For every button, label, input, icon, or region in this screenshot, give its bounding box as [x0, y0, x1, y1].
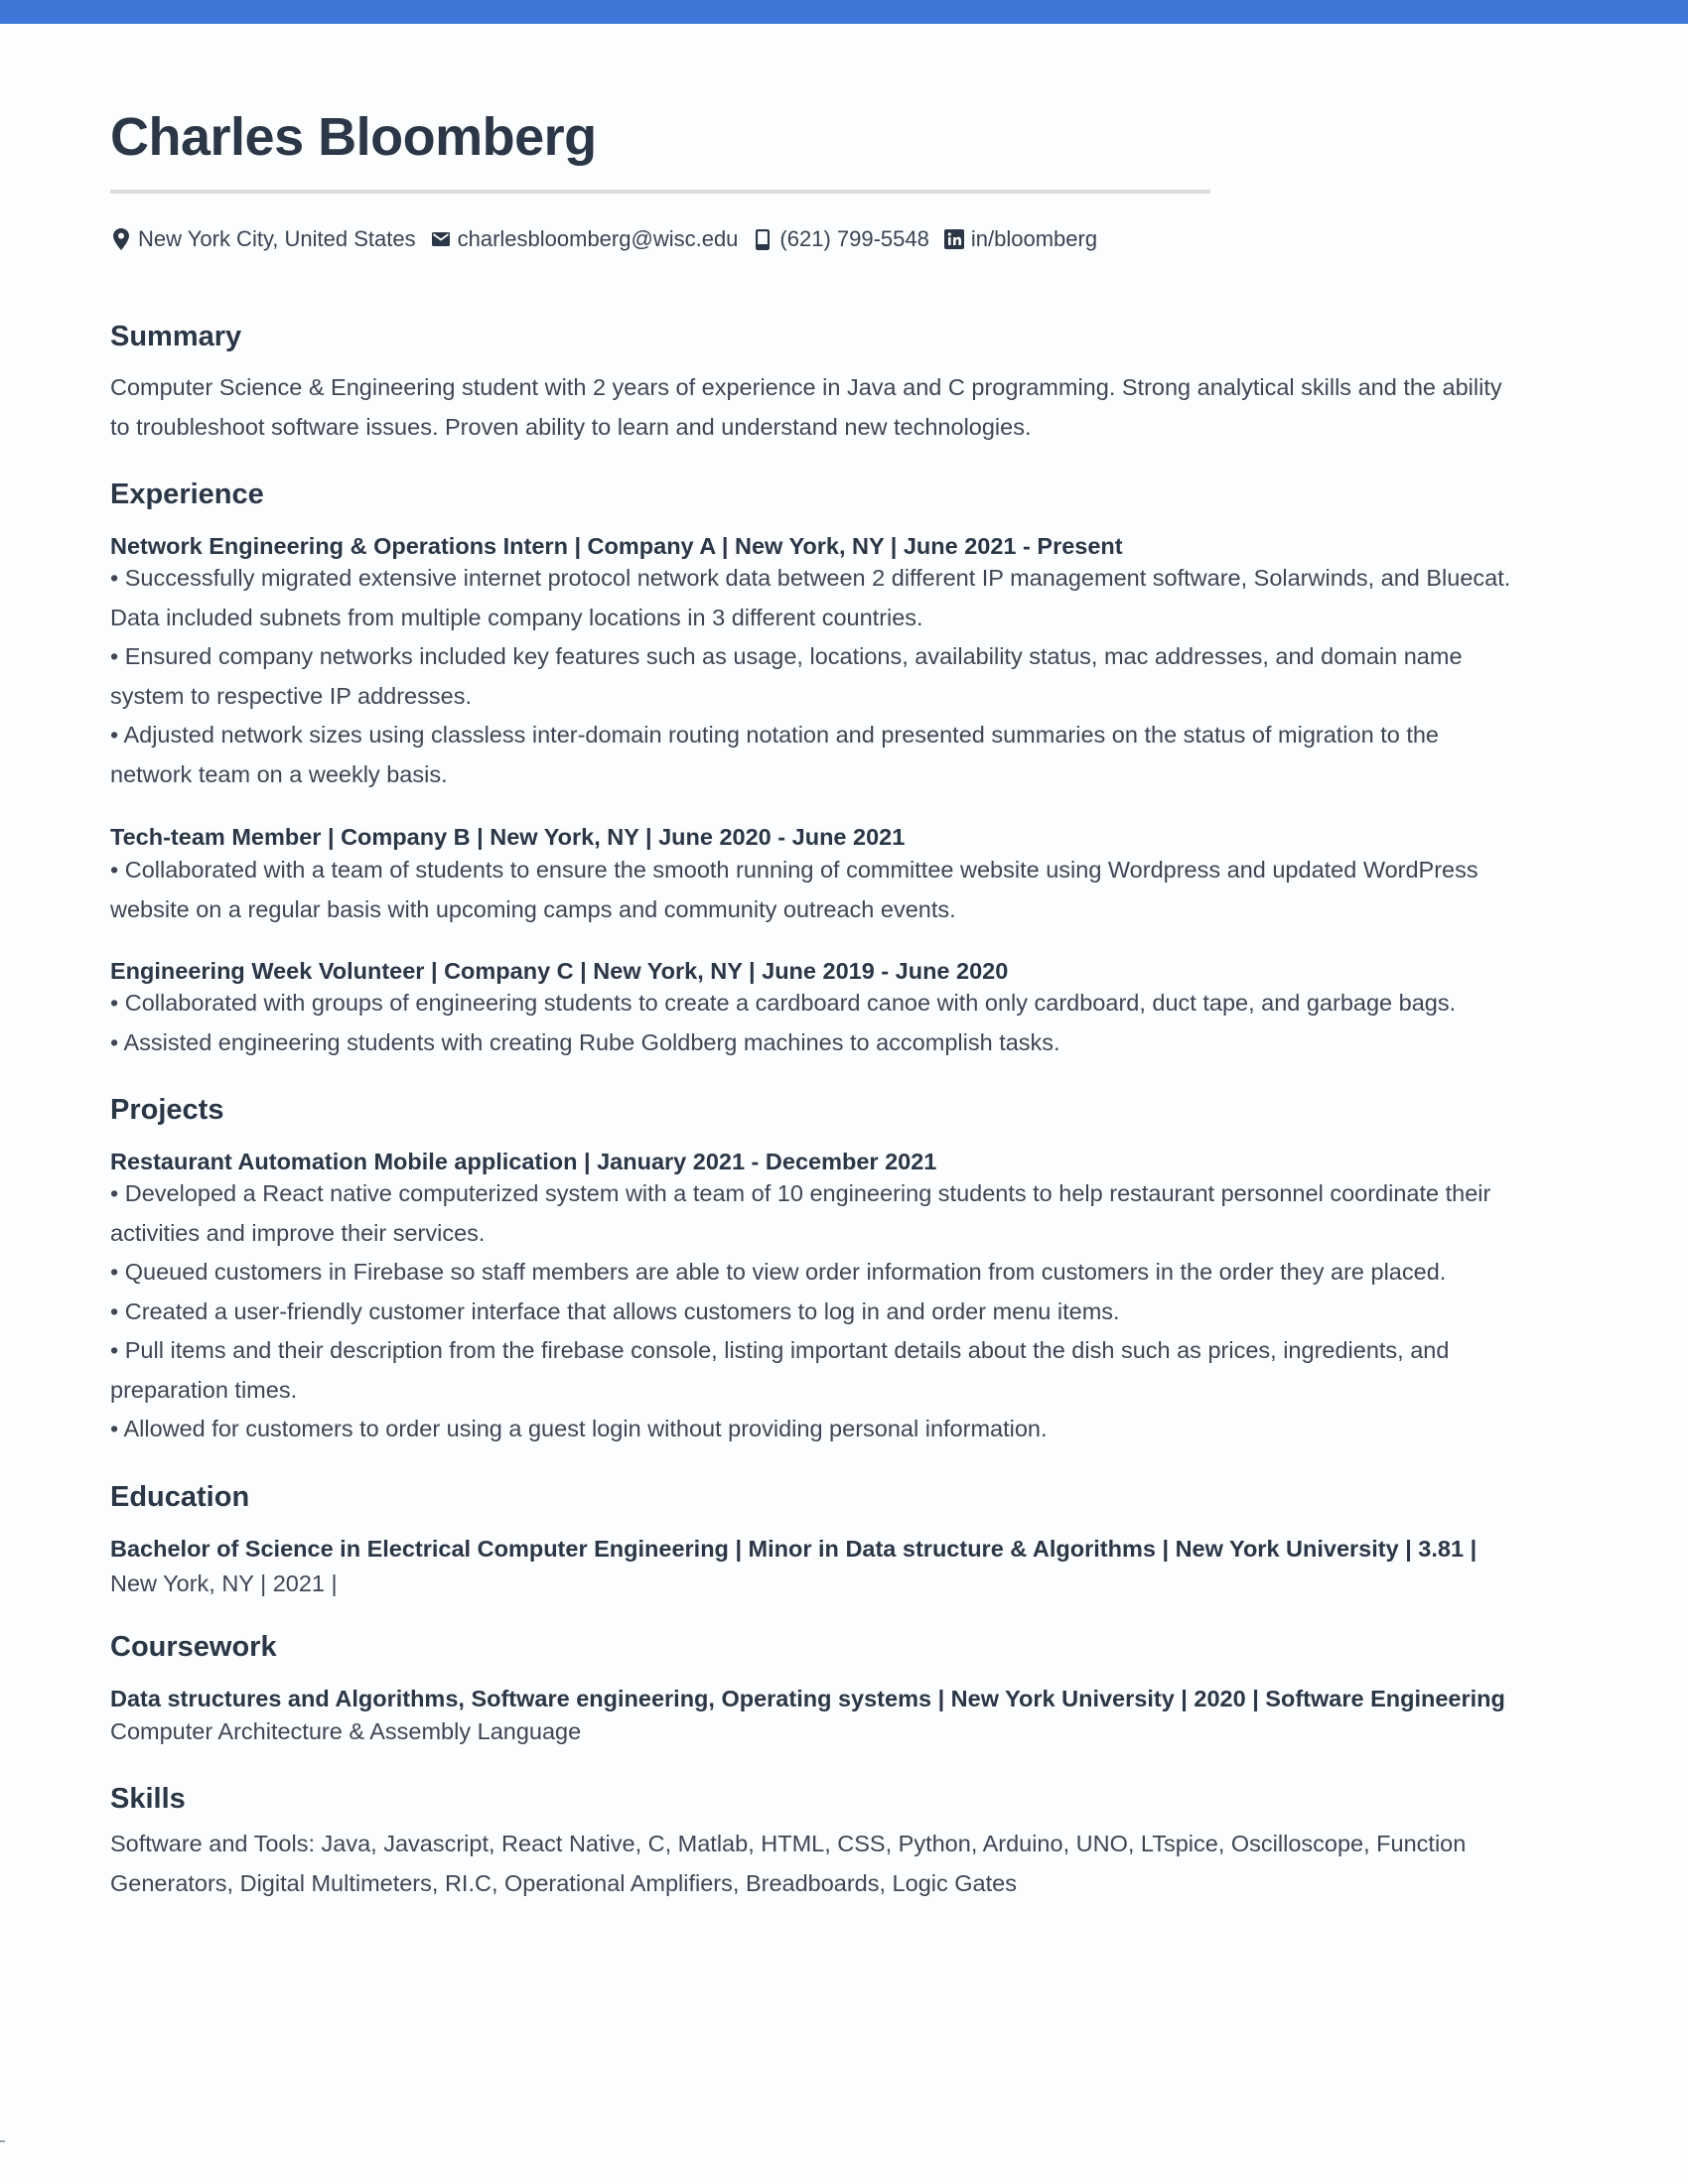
linkedin-icon: [943, 227, 965, 251]
envelope-icon: [430, 227, 452, 251]
bullet-line: • Allowed for customers to order using a guest login without providing personal information.: [110, 1416, 1048, 1441]
section-title-projects: Projects: [110, 1094, 224, 1126]
bullet-line: network team on a weekly basis.: [110, 760, 448, 787]
map-pin-icon: [110, 227, 132, 251]
page-edge-mark: [0, 2140, 5, 2142]
section-title-coursework: Coursework: [110, 1631, 277, 1663]
summary-line: to troubleshoot software issues. Proven ability to learn and understand new technologies.: [110, 413, 1032, 440]
candidate-name: Charles Bloomberg: [110, 107, 597, 167]
coursework-heading: Data structures and Algorithms, Software engineering, Operating systems | New York University | 2020 | Software Engineering: [110, 1686, 1505, 1711]
bullet-line: Data included subnets from multiple company locations in 3 different countries.: [110, 604, 923, 630]
bullet-line: preparation times.: [110, 1376, 298, 1403]
header-divider: [110, 190, 1210, 194]
phone-icon: [752, 227, 774, 251]
section-title-education: Education: [110, 1481, 250, 1513]
skills-text: [110, 1825, 1600, 1903]
contact-linkedin[interactable]: [943, 226, 1097, 252]
bullet-line: • Queued customers in Firebase so staff members are able to view order information from customers in the order they are placed.: [110, 1259, 1447, 1285]
education-subline: New York, NY | 2021 |: [110, 1570, 338, 1596]
project-entry-body: [110, 1174, 1600, 1449]
skills-line: Generators, Digital Multimeters, RI.C, Operational Amplifiers, Breadboards, Logic Gates: [110, 1869, 1017, 1896]
experience-entry-body: [110, 559, 1600, 794]
bullet-line: • Adjusted network sizes using classless inter-domain routing notation and presented summaries on the status of migration to the: [110, 722, 1439, 748]
summary-line: Computer Science & Engineering student with 2 years of experience in Java and C programming. Strong analytical skills and the ability: [110, 374, 1502, 400]
bullet-line: website on a regular basis with upcoming camps and community outreach events.: [110, 895, 956, 922]
bullet-line: • Developed a React native computerized system with a team of 10 engineering students to help restaurant personnel coordinate their: [110, 1180, 1491, 1206]
bullet-line: • Created a user-friendly customer interface that allows customers to log in and order menu items.: [110, 1297, 1120, 1324]
email-text[interactable]: charlesbloomberg@wisc.edu: [457, 226, 739, 251]
experience-entry-body: [110, 851, 1600, 929]
coursework-subline: Computer Architecture & Assembly Language: [110, 1718, 582, 1744]
bullet-line: • Successfully migrated extensive internet protocol network data between 2 different IP management software, Solarwinds, and Bluecat.: [110, 565, 1511, 591]
project-entry-heading: Restaurant Automation Mobile application | January 2021 - December 2021: [110, 1149, 937, 1174]
bullet-line: • Collaborated with groups of engineering students to create a cardboard canoe with only cardboard, duct tape, and garbage bags.: [110, 990, 1457, 1016]
experience-entry-body: [110, 984, 1600, 1062]
contact-bar: [110, 226, 1111, 252]
contact-email[interactable]: [430, 226, 739, 252]
experience-entry-heading: Tech-team Member | Company B | New York, NY | June 2020 - June 2021: [110, 824, 906, 850]
bullet-line: • Pull items and their description from the firebase console, listing important details about the dish such as prices, ingredients, and: [110, 1337, 1450, 1363]
bullet-line: • Ensured company networks included key features such as usage, locations, availability status, mac addresses, and domain name: [110, 643, 1463, 669]
bullet-line: • Assisted engineering students with creating Rube Goldberg machines to accomplish tasks.: [110, 1028, 1060, 1055]
education-heading: Bachelor of Science in Electrical Computer Engineering | Minor in Data structure & Algorithms | New York University | 3.81 |: [110, 1536, 1477, 1562]
summary-text: [110, 368, 1600, 447]
location-text: New York City, United States: [138, 226, 416, 251]
phone-text[interactable]: (621) 799-5548: [779, 226, 929, 251]
section-title-summary: Summary: [110, 321, 242, 352]
linkedin-text[interactable]: in/bloomberg: [970, 226, 1098, 251]
experience-entry-heading: Network Engineering & Operations Intern | Company A | New York, NY | June 2021 - Present: [110, 533, 1123, 559]
experience-entry-heading: Engineering Week Volunteer | Company C | New York, NY | June 2019 - June 2020: [110, 958, 1009, 984]
accent-top-bar: [0, 0, 1688, 24]
section-title-skills: Skills: [110, 1783, 186, 1815]
bullet-line: system to respective IP addresses.: [110, 682, 472, 709]
section-title-experience: Experience: [110, 478, 264, 510]
contact-phone[interactable]: [752, 226, 928, 252]
contact-location: [110, 226, 416, 252]
skills-line: Software and Tools: Java, Javascript, React Native, C, Matlab, HTML, CSS, Python, Arduino, UNO, LTspice, Oscilloscope, Function: [110, 1831, 1467, 1856]
bullet-line: • Collaborated with a team of students to ensure the smooth running of committee website using Wordpress and updated WordPress: [110, 857, 1478, 883]
bullet-line: activities and improve their services.: [110, 1219, 486, 1246]
